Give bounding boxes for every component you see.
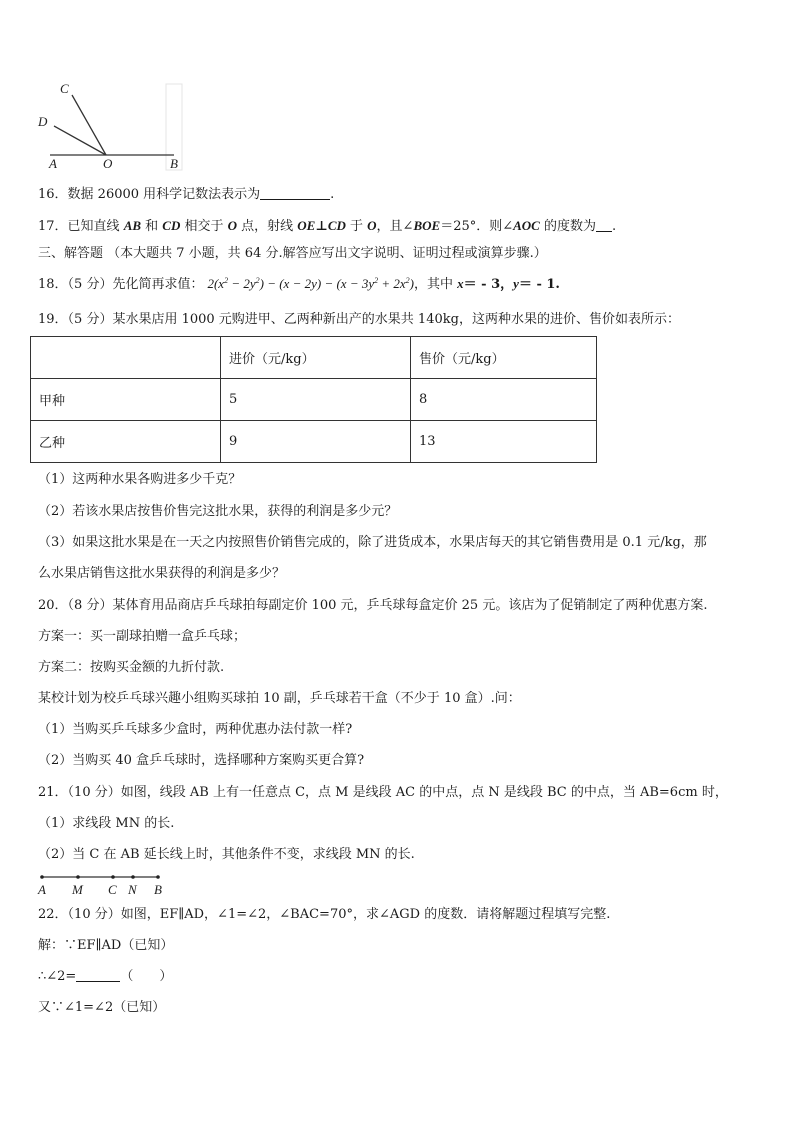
q22-line-1: 解：∵EF∥AD（已知） xyxy=(38,938,174,953)
table-cell: 8 xyxy=(411,379,597,421)
question-19 xyxy=(38,310,680,330)
q18-x: x xyxy=(457,276,464,291)
label-d: D xyxy=(38,114,48,129)
q17-o: O xyxy=(227,218,238,233)
q17-text: ＝25°．则∠ xyxy=(440,219,514,234)
point-n xyxy=(131,875,135,879)
label-b: B xyxy=(170,156,178,171)
q17-text: 和 xyxy=(141,219,163,234)
q17-ab: AB xyxy=(123,218,142,233)
q16-text: 数据 26000 用科学记数法表示为 xyxy=(67,187,261,202)
q16-tail: . xyxy=(330,187,335,202)
q21-sub-2: （2）当 C 在 AB 延长线上时，其他条件不变，求线段 MN 的长. xyxy=(38,847,415,862)
q20-plan-2: 方案二：按购买金额的九折付款. xyxy=(38,660,225,675)
table-cell: 甲种 xyxy=(31,379,221,421)
table-cell: 13 xyxy=(411,421,597,463)
q17-o: O xyxy=(367,218,377,233)
q18-y-value: ＝ - 1. xyxy=(518,277,560,292)
question-20 xyxy=(38,596,707,616)
q22-line-2-text: ∴∠2= xyxy=(38,969,77,984)
segment-figure xyxy=(36,870,176,900)
q19-sub-2: （2）若该水果店按售价售完这批水果，获得的利润是多少元？ xyxy=(38,504,398,519)
q19-text: 某水果店用 1000 元购进甲、乙两种新出产的水果共 140kg，这两种水果的进价、售价如表所示： xyxy=(112,312,680,327)
q20-sub-2: （2）当购买 40 盒乒乓球时，选择哪种方案购买更合算? xyxy=(38,753,365,768)
q17-text: 相交于 xyxy=(180,219,228,234)
question-18 xyxy=(38,274,560,295)
q16-answer-blank xyxy=(260,185,330,200)
point-c xyxy=(111,875,115,879)
label-a: A xyxy=(38,882,46,897)
q22-number: 22． xyxy=(38,907,68,922)
table-cell: 5 xyxy=(221,379,411,421)
q17-text: 于 xyxy=(345,219,368,234)
q17-answer-blank xyxy=(596,217,612,232)
table-header-cell xyxy=(31,337,221,379)
q20-intro: 某校计划为校乒乓球兴趣小组购买球拍 10 副，乒乓球若干盒（不少于 10 盒）.问： xyxy=(38,691,521,706)
label-n: N xyxy=(128,882,137,897)
question-16 xyxy=(38,185,334,205)
table-row xyxy=(31,379,597,421)
exponent: 2 xyxy=(374,276,379,285)
q18-x-value: ＝ - 3， xyxy=(463,277,514,292)
label-b: B xyxy=(154,882,162,897)
q18-number: 18． xyxy=(38,277,68,292)
table-cell: 9 xyxy=(221,421,411,463)
label-a: A xyxy=(49,156,57,171)
q17-text: ，且∠ xyxy=(376,219,414,234)
expr-part: ) − (x − 2y) − (x − 3y xyxy=(259,276,375,291)
angle-figure xyxy=(34,80,184,172)
expr-part: − 2y xyxy=(228,276,256,291)
point-m xyxy=(76,875,80,879)
expr-part: 2(x xyxy=(207,276,225,291)
q19-sub-1: （1）这两种水果各购进多少千克？ xyxy=(38,472,242,487)
q17-text: 的度数为 xyxy=(539,219,596,234)
q21-number: 21． xyxy=(38,785,68,800)
q19-points: （5 分） xyxy=(67,312,113,327)
q20-number: 20． xyxy=(38,598,68,613)
q22-answer-blank xyxy=(76,967,120,982)
question-17 xyxy=(38,216,616,237)
question-21 xyxy=(38,783,728,803)
expr-part: ) xyxy=(409,276,415,291)
question-22 xyxy=(38,905,610,925)
table-header-cell: 进价（元/kg） xyxy=(221,337,411,379)
label-c: C xyxy=(60,81,69,96)
q18-points: （5 分） xyxy=(67,277,113,292)
q20-points: （8 分） xyxy=(67,598,113,613)
table-header-row xyxy=(31,337,597,379)
q21-text: 如图，线段 AB 上有一任意点 C，点 M 是线段 AC 的中点，点 N 是线段 BC 的中点，当 AB=6cm 时， xyxy=(120,785,728,800)
table-cell: 乙种 xyxy=(31,421,221,463)
q21-sub-1: （1）求线段 MN 的长. xyxy=(38,816,175,831)
expr-part: + 2x xyxy=(378,276,406,291)
q22-text: 如图，EF∥AD，∠1=∠2，∠BAC=70°，求∠AGD 的度数．请将解题过程填写完整. xyxy=(120,907,611,922)
q19-sub-3b: 么水果店销售这批水果获得的利润是多少？ xyxy=(38,566,286,581)
q22-line-3: 又∵∠1=∠2（已知） xyxy=(38,1000,166,1015)
section-3-heading: 三、解答题 （本大题共 7 小题，共 64 分.解答应写出文字说明、证明过程或演算步骤.） xyxy=(38,246,547,261)
q17-text: 已知直线 xyxy=(67,219,124,234)
table-row xyxy=(31,421,597,463)
q17-tail: . xyxy=(612,219,617,234)
q20-plan-1: 方案一：买一副球拍赠一盒乒乓球； xyxy=(38,629,247,644)
q17-boe: BOE xyxy=(413,218,441,233)
q20-sub-1: （1）当购买乒乓球多少盒时，两种优惠办法付款一样? xyxy=(38,722,353,737)
price-table xyxy=(30,336,597,463)
q17-aoc: AOC xyxy=(513,218,540,233)
q18-lead: 先化简再求值： xyxy=(112,277,204,292)
label-c: C xyxy=(108,882,117,897)
q17-relation: OE⊥CD xyxy=(297,218,346,233)
q19-sub-3a: （3）如果这批水果是在一天之内按照售价销售完成的，除了进货成本，水果店每天的其它销售费用是 0.1 元/kg，那 xyxy=(38,535,707,550)
point-b xyxy=(156,875,160,879)
q19-number: 19． xyxy=(38,312,68,327)
q18-text: ，其中 xyxy=(414,277,458,292)
q22-reason-blank: （ ） xyxy=(120,969,173,984)
exponent: 2 xyxy=(405,276,410,285)
point-a xyxy=(40,875,44,879)
label-m: M xyxy=(72,882,83,897)
exponent: 2 xyxy=(224,276,229,285)
q22-line-2 xyxy=(38,967,172,987)
q21-points: （10 分） xyxy=(67,785,121,800)
exponent: 2 xyxy=(255,276,260,285)
table-header-cell: 售价（元/kg） xyxy=(411,337,597,379)
q20-text: 某体育用品商店乒乓球拍每副定价 100 元，乒乓球每盒定价 25 元。该店为了促销制定了两种优惠方案. xyxy=(112,598,708,613)
q16-number: 16． xyxy=(38,187,68,202)
q22-points: （10 分） xyxy=(67,907,121,922)
q17-text: 点，射线 xyxy=(237,219,298,234)
q17-number: 17． xyxy=(38,219,68,234)
q17-cd: CD xyxy=(162,218,181,233)
q18-y: y xyxy=(513,276,519,291)
label-o: O xyxy=(103,156,113,171)
q18-expression xyxy=(207,276,414,291)
